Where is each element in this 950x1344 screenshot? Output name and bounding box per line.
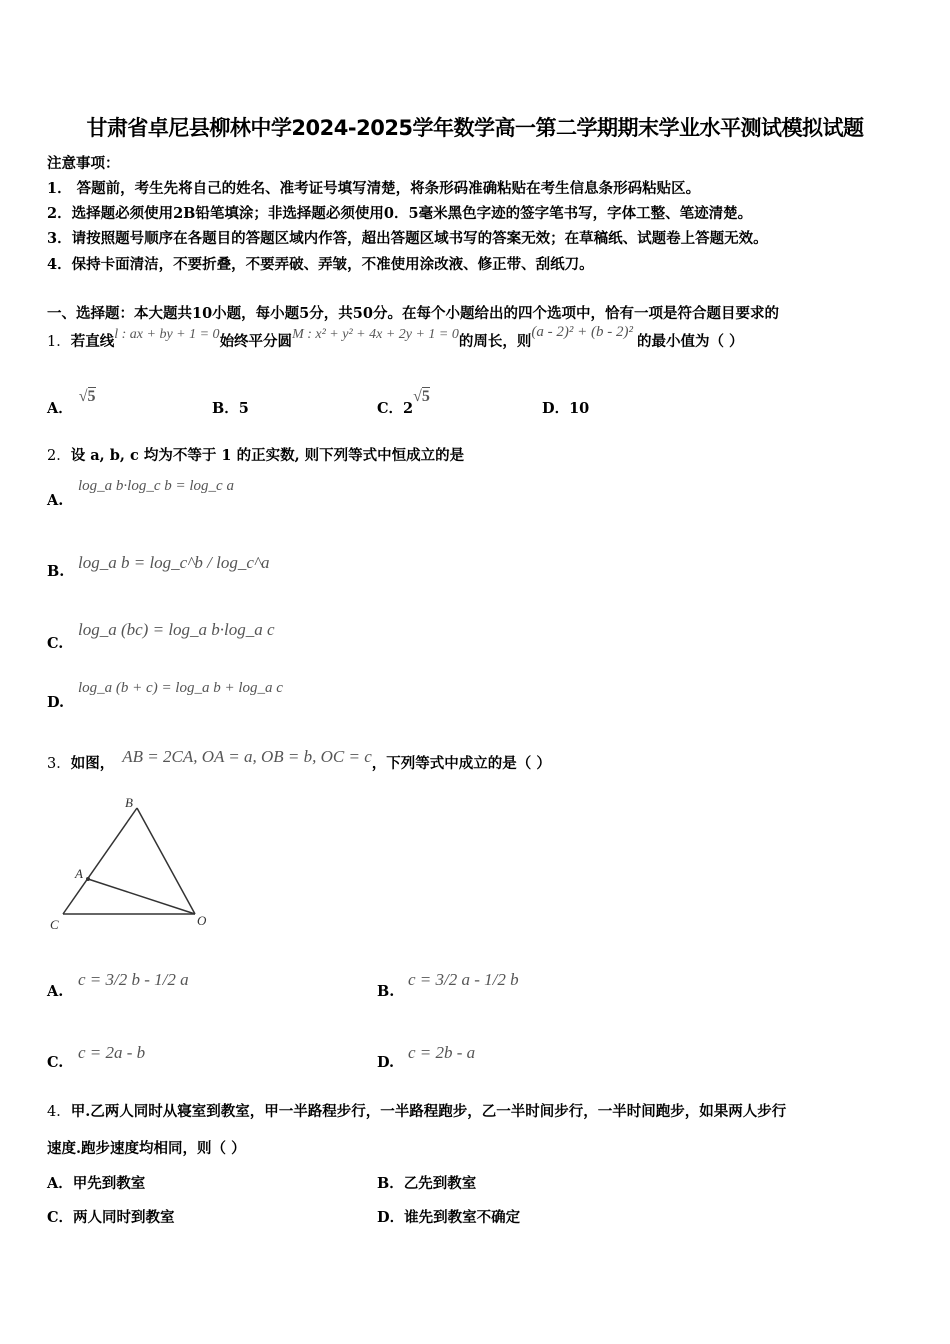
question-1 [47,324,744,351]
option-b: B．5 [212,400,249,417]
label-b: B [125,795,133,810]
section-heading: 一、选择题：本大题共10小题，每小题5分，共50分。在每个小题给出的四个选项中，恰有一项是符合题目要求的 [47,305,779,322]
question-text: 的周长，则 [458,333,532,350]
option-b-formula: log_a b = log_c^b / log_c^a [78,553,270,572]
option-a-formula: log_a b·log_c b = log_c a [78,478,234,494]
question-text: 若直线 [70,333,115,350]
question-text: ，下列等式中成立的是（ ） [371,755,551,772]
option-label: C．2 [377,400,414,417]
triangle-figure [45,792,220,937]
question-4 [47,1100,786,1121]
question-number: 2． [47,448,71,464]
option-d-formula: c = 2b - a [408,1043,476,1062]
option-c: C．两人同时到教室 [47,1209,175,1226]
option-a-formula: c = 3/2 b - 1/2 a [78,970,189,989]
question-text: 速度.跑步速度均相同，则（ ） [47,1140,246,1157]
question-text: 如图， [70,755,115,772]
notice-item: 4．保持卡面清洁，不要折叠，不要弄破、弄皱，不准使用涂改液、修正带、刮纸刀。 [47,256,594,273]
option-value: 5 [87,388,96,405]
option-label: C. [47,1054,64,1071]
question-text: 设 a, b, c 均为不等于 1 的正实数, 则下列等式中恒成立的是 [70,447,465,464]
option-value: 5 [421,388,430,405]
formula: l : ax + by + 1 = 0 [114,327,220,342]
option-label: A. [47,492,64,509]
option-label: B. [377,983,395,1000]
option-label: B. [47,563,65,580]
notice-item: 3．请按照题号顺序在各题目的答题区域内作答，超出答题区域书写的答案无效；在草稿纸、试题卷上答题无效。 [47,230,768,247]
option-label: D. [47,694,65,711]
label-o: O [197,913,207,928]
option-c: C．2√5 [377,388,430,417]
question-text: 的最小值为（ ） [636,333,744,350]
option-a: A．甲先到教室 [47,1175,146,1192]
formula: AB = 2CA, OA = a, OB = b, OC = c [122,747,372,766]
notice-heading: 注意事项： [47,155,120,172]
option-a: A．√5 [47,388,96,417]
option-b: B．乙先到教室 [377,1175,477,1192]
formula: M : x² + y² + 4x + 2y + 1 = 0 [292,327,459,342]
question-number: 1． [47,334,71,350]
option-d: D．谁先到教室不确定 [377,1209,521,1226]
question-3 [47,747,551,773]
notice-item: 2．选择题必须使用2B铅笔填涂；非选择题必须使用0．5毫米黑色字迹的签字笔书写，字体工整、笔迹清楚。 [47,205,753,222]
page-title: 甘肃省卓尼县柳林中学2024-2025学年数学高一第二学期期末学业水平测试模拟试题 [86,116,864,140]
option-c-formula: c = 2a - b [78,1043,146,1062]
option-d: D．10 [542,400,590,417]
question-text: 甲.乙两人同时从寝室到教室，甲一半路程步行，一半路程跑步，乙一半时间步行，一半时间跑步，如果两人步行 [70,1103,787,1120]
formula: (a - 2)² + (b - 2)² [531,324,633,340]
question-number: 3． [47,756,71,772]
label-a: A [75,866,83,881]
label-c: C [50,917,59,932]
question-number: 4． [47,1104,71,1120]
option-d-formula: log_a (b + c) = log_a b + log_a c [78,680,283,696]
option-b-formula: c = 3/2 a - 1/2 b [408,970,519,989]
option-c-formula: log_a (bc) = log_a b·log_a c [78,620,275,639]
option-label: A． [47,400,73,417]
question-2 [47,444,464,465]
option-label: D. [377,1054,395,1071]
option-label: C. [47,635,64,652]
question-text: 始终平分圆 [219,333,293,350]
option-label: A. [47,983,64,1000]
notice-item: 1． 答题前，考生先将自己的姓名、准考证号填写清楚，将条形码准确粘贴在考生信息条形码粘贴区。 [47,180,701,197]
